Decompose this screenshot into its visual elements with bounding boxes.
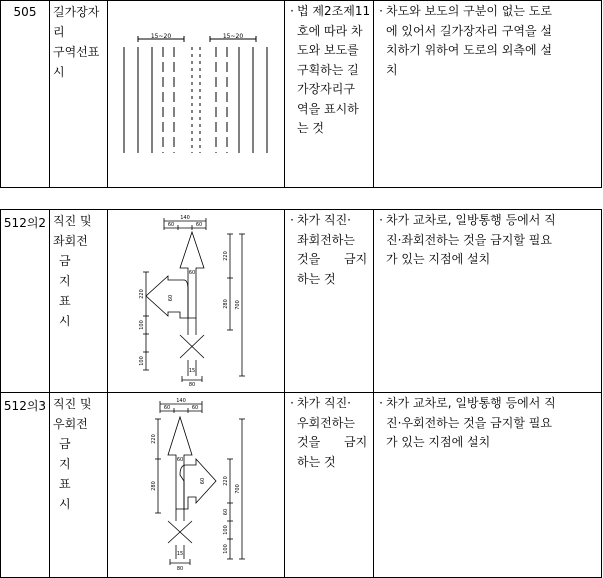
svg-text:60: 60	[163, 405, 171, 411]
dim-label: 15~20	[222, 33, 244, 40]
svg-text:140: 140	[176, 398, 186, 404]
svg-text:100: 100	[223, 525, 229, 535]
svg-text:220: 220	[223, 251, 229, 261]
no-straight-right-mark-diagram	[108, 393, 284, 577]
row-name: 직진 및 좌회전 금 지 표 시	[50, 210, 108, 393]
row-code: 505	[1, 1, 50, 188]
svg-text:80: 80	[176, 566, 184, 572]
svg-text:700: 700	[235, 300, 241, 310]
row-name: 길가장자 리 구역선표 시	[50, 1, 108, 188]
svg-text:60: 60	[167, 222, 175, 228]
row-purpose: · 차가 직진· 우회전하는 것을 금지 하는 것	[285, 393, 374, 578]
row-diagram	[108, 210, 285, 393]
row-diagram	[108, 1, 285, 188]
row-location: · 차가 교차로, 일방통행 등에서 직 진·우회전하는 것을 금지할 필요 가 있는 지점에 설치	[374, 393, 602, 578]
svg-text:60: 60	[188, 270, 196, 276]
row-name: 직진 및 우회전 금 지 표 시	[50, 393, 108, 578]
svg-text:220: 220	[139, 289, 145, 299]
svg-text:15: 15	[188, 368, 196, 374]
svg-text:100: 100	[139, 320, 145, 330]
svg-text:15: 15	[176, 551, 184, 557]
table-rows-512	[0, 209, 602, 578]
svg-text:100: 100	[223, 544, 229, 554]
dim-label: 15~20	[150, 33, 172, 40]
svg-text:280: 280	[151, 481, 157, 491]
row-purpose: · 차가 직진· 좌회전하는 것을 금지 하는 것	[285, 210, 374, 393]
row-location: · 차가 교차로, 일방통행 등에서 직 진·좌회전하는 것을 금지할 필요 가 있는 지점에 설치	[374, 210, 602, 393]
row-code: 512의3	[1, 393, 50, 578]
svg-text:60: 60	[168, 294, 174, 302]
svg-text:60: 60	[223, 508, 229, 516]
row-location: · 차도와 보도의 구분이 없는 도로 에 있어서 길가장자리 구역을 설 치하기 위하여 도로의 외측에 설 치	[374, 1, 602, 188]
row-diagram	[108, 393, 285, 578]
row-purpose: · 법 제2조제11 호에 따라 차 도와 보도를 구획하는 길 가장자리구 역을 표시하 는 것	[285, 1, 374, 188]
no-straight-left-mark-diagram	[108, 210, 284, 392]
svg-text:280: 280	[223, 299, 229, 309]
svg-text:60: 60	[191, 405, 199, 411]
table-row-505	[0, 0, 602, 188]
svg-text:60: 60	[195, 222, 203, 228]
row-code: 512의2	[1, 210, 50, 393]
svg-text:220: 220	[151, 434, 157, 444]
svg-text:100: 100	[139, 356, 145, 366]
edge-zone-line-diagram	[108, 1, 284, 187]
svg-text:60: 60	[200, 477, 206, 485]
svg-text:60: 60	[176, 457, 184, 463]
svg-text:80: 80	[188, 382, 196, 388]
svg-text:220: 220	[223, 476, 229, 486]
svg-text:140: 140	[180, 215, 190, 221]
svg-text:700: 700	[235, 484, 241, 494]
